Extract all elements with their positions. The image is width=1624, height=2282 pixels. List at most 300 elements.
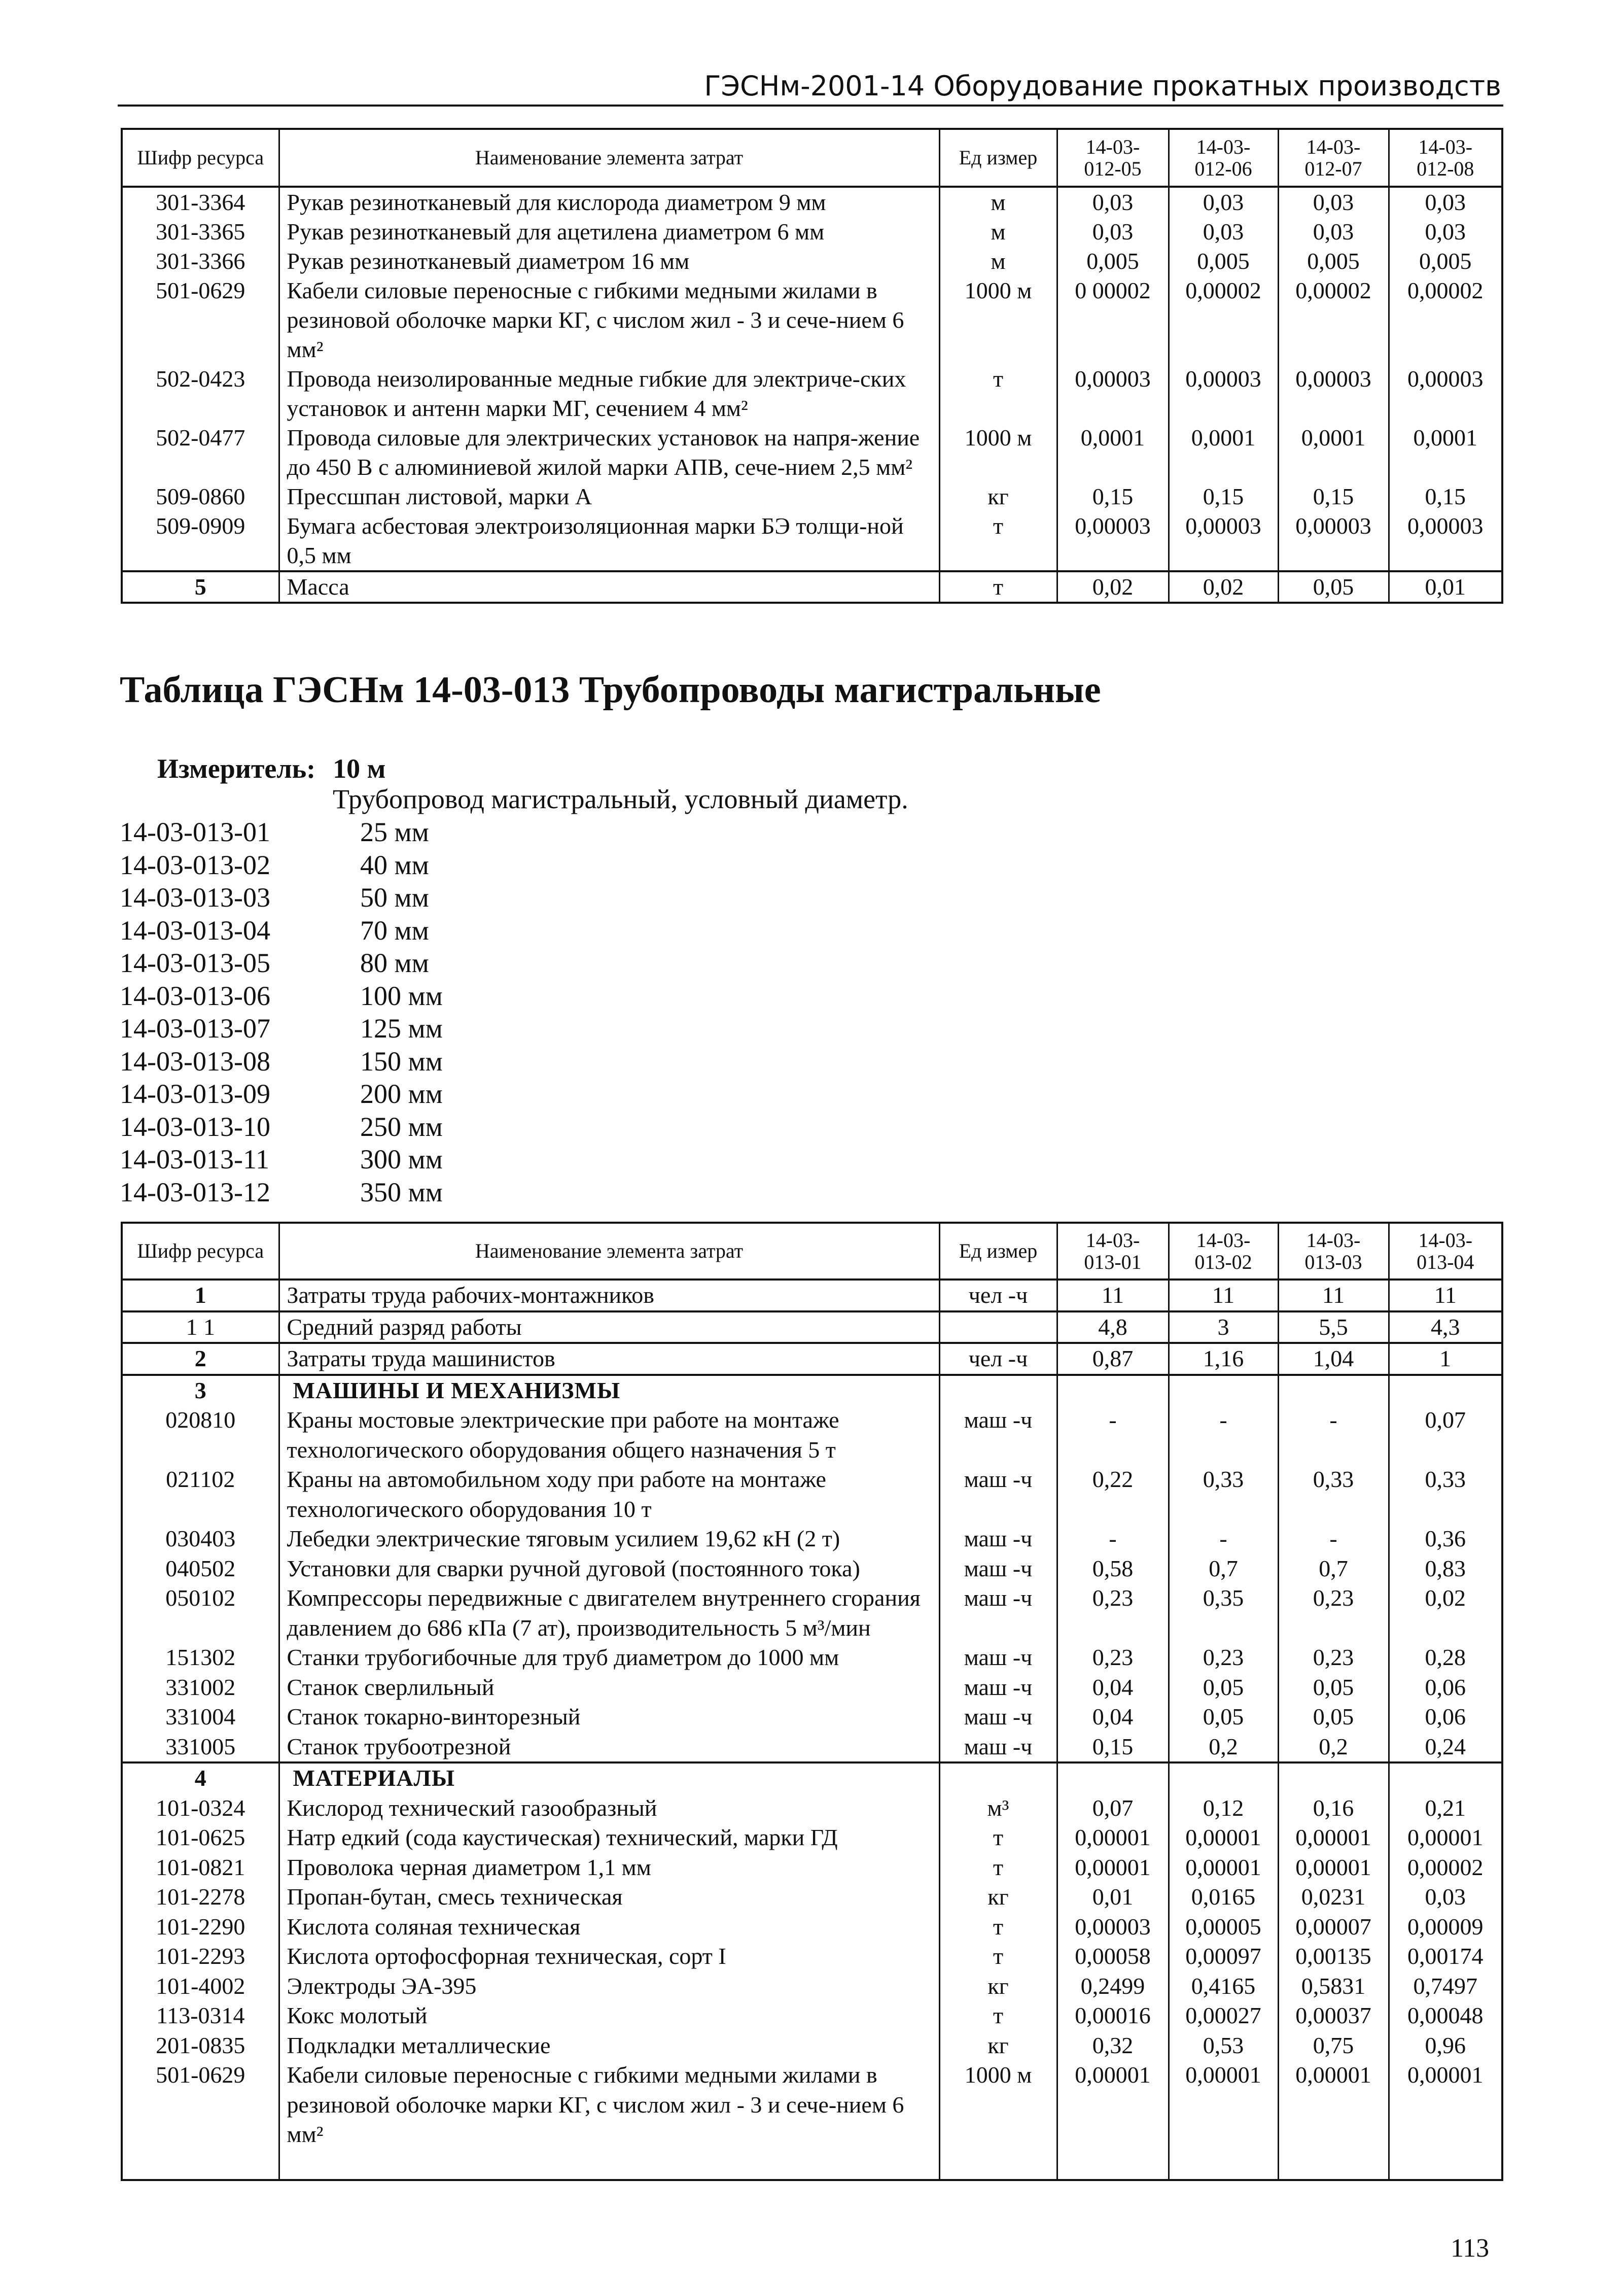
value-cell: 0,16 bbox=[1278, 1793, 1389, 1823]
table-row bbox=[122, 1375, 1502, 1406]
resource-code: 301-3364 bbox=[122, 187, 279, 217]
resource-code: 5 bbox=[122, 571, 279, 603]
value-cell: 5,5 bbox=[1278, 1311, 1389, 1343]
value-cell: 0,02 bbox=[1057, 571, 1169, 603]
list-item bbox=[120, 1143, 443, 1176]
value-cell: 0,22 bbox=[1057, 1465, 1169, 1524]
column-header: 14-03- 012-06 bbox=[1169, 129, 1278, 187]
section-heading: МАТЕРИАЛЫ bbox=[279, 1762, 939, 1793]
value-cell: 11 bbox=[1389, 1280, 1502, 1311]
value-cell: 0,00003 bbox=[1057, 364, 1169, 423]
resource-name: Лебедки электрические тяговым усилием 19,62 кН (2 т) bbox=[279, 1524, 939, 1554]
column-header: Шифр ресурса bbox=[122, 1223, 279, 1280]
value-cell: 0,00001 bbox=[1389, 2060, 1502, 2180]
resource-code: 101-2293 bbox=[122, 1942, 279, 1972]
value-cell: 0,0001 bbox=[1169, 423, 1278, 482]
diameter: 200 мм bbox=[360, 1079, 443, 1109]
table-row bbox=[122, 217, 1502, 247]
resource-code: 101-2278 bbox=[122, 1882, 279, 1912]
value-cell: 0,00003 bbox=[1278, 364, 1389, 423]
value-cell: 0,06 bbox=[1389, 1702, 1502, 1732]
header-rule bbox=[118, 105, 1503, 107]
value-cell: 0,00001 bbox=[1389, 1823, 1502, 1853]
value-cell: 0,05 bbox=[1278, 1702, 1389, 1732]
table-row bbox=[122, 571, 1502, 603]
value-cell: 0,07 bbox=[1389, 1405, 1502, 1465]
resource-table-012 bbox=[121, 128, 1503, 604]
table-row bbox=[122, 2060, 1502, 2180]
unit-cell: чел -ч bbox=[939, 1343, 1057, 1375]
value-cell: 0,0231 bbox=[1278, 1882, 1389, 1912]
resource-name: Проволока черная диаметром 1,1 мм bbox=[279, 1853, 939, 1883]
value-cell: 0,0001 bbox=[1278, 423, 1389, 482]
resource-name: Кислород технический газообразный bbox=[279, 1793, 939, 1823]
value-cell: 0,2 bbox=[1278, 1732, 1389, 1763]
table-row bbox=[122, 1583, 1502, 1643]
column-header: Ед измер bbox=[939, 129, 1057, 187]
table-row bbox=[122, 1343, 1502, 1375]
resource-code: 050102 bbox=[122, 1583, 279, 1643]
resource-code: 151302 bbox=[122, 1643, 279, 1673]
value-cell: 1,04 bbox=[1278, 1343, 1389, 1375]
resource-code: 331005 bbox=[122, 1732, 279, 1763]
value-cell: 0,04 bbox=[1057, 1702, 1169, 1732]
value-cell: 0,00003 bbox=[1169, 364, 1278, 423]
unit-cell: т bbox=[939, 1823, 1057, 1853]
value-cell: 0,32 bbox=[1057, 2031, 1169, 2061]
value-cell: 11 bbox=[1057, 1280, 1169, 1311]
value-cell: 0,03 bbox=[1278, 187, 1389, 217]
value-cell: 0,005 bbox=[1169, 247, 1278, 276]
unit-cell bbox=[939, 1762, 1057, 1793]
value-cell: 0,33 bbox=[1389, 1465, 1502, 1524]
diameter: 70 мм bbox=[360, 915, 429, 946]
unit-cell: т bbox=[939, 511, 1057, 571]
table-row bbox=[122, 1732, 1502, 1763]
value-cell: 0,01 bbox=[1057, 1882, 1169, 1912]
value-cell: - bbox=[1169, 1405, 1278, 1465]
column-header: Наименование элемента затрат bbox=[279, 129, 939, 187]
unit-cell: маш -ч bbox=[939, 1583, 1057, 1643]
value-cell: 0,00002 bbox=[1389, 1853, 1502, 1883]
unit-cell: 1000 м bbox=[939, 2060, 1057, 2180]
resource-code: 509-0909 bbox=[122, 511, 279, 571]
resource-code: 101-4002 bbox=[122, 1972, 279, 2001]
value-cell: 0,00001 bbox=[1057, 2060, 1169, 2180]
list-item bbox=[120, 1012, 443, 1045]
value-cell: 0,00001 bbox=[1057, 1853, 1169, 1883]
table-row bbox=[122, 1942, 1502, 1972]
value-cell: 0,00009 bbox=[1389, 1912, 1502, 1942]
value-cell: 0,04 bbox=[1057, 1673, 1169, 1703]
value-cell: 0,07 bbox=[1057, 1793, 1169, 1823]
unit-cell: т bbox=[939, 2001, 1057, 2031]
meter-label: Измеритель: bbox=[157, 753, 316, 784]
resource-name: Натр едкий (сода каустическая) технический, марки ГД bbox=[279, 1823, 939, 1853]
table-row bbox=[122, 1882, 1502, 1912]
resource-name: Кокс молотый bbox=[279, 2001, 939, 2031]
value-cell: 0,4165 bbox=[1169, 1972, 1278, 2001]
value-cell: 0,87 bbox=[1057, 1343, 1169, 1375]
list-item bbox=[120, 1111, 443, 1144]
value-cell: 0,15 bbox=[1278, 482, 1389, 511]
list-item bbox=[120, 914, 443, 947]
running-header: ГЭСНм-2001-14 Оборудование прокатных производств bbox=[704, 70, 1501, 102]
resource-code: 502-0423 bbox=[122, 364, 279, 423]
unit-cell: м bbox=[939, 217, 1057, 247]
value-cell: 0,02 bbox=[1169, 571, 1278, 603]
resource-name: Рукав резинотканевый для кислорода диаметром 9 мм bbox=[279, 187, 939, 217]
diameter: 40 мм bbox=[360, 849, 429, 880]
value-cell: 0,00005 bbox=[1169, 1912, 1278, 1942]
value-cell: 0,15 bbox=[1169, 482, 1278, 511]
value-cell: 0,00003 bbox=[1057, 511, 1169, 571]
value-cell: 0,7497 bbox=[1389, 1972, 1502, 2001]
table-row bbox=[122, 1524, 1502, 1554]
column-header: 14-03- 013-03 bbox=[1278, 1223, 1389, 1280]
value-cell: - bbox=[1057, 1405, 1169, 1465]
norm-code: 14-03-013-01 bbox=[120, 817, 270, 847]
value-cell: 0,0165 bbox=[1169, 1882, 1278, 1912]
diameter: 50 мм bbox=[360, 882, 429, 913]
table-row bbox=[122, 1465, 1502, 1524]
table-row bbox=[122, 2031, 1502, 2061]
unit-cell: кг bbox=[939, 2031, 1057, 2061]
norm-code: 14-03-013-08 bbox=[120, 1046, 270, 1077]
unit-cell: т bbox=[939, 364, 1057, 423]
value-cell: 0,0001 bbox=[1389, 423, 1502, 482]
resource-code: 101-0324 bbox=[122, 1793, 279, 1823]
value-cell: 0,00003 bbox=[1389, 511, 1502, 571]
value-cell: 0,02 bbox=[1389, 1583, 1502, 1643]
value-cell: 0,03 bbox=[1389, 187, 1502, 217]
unit-cell: кг bbox=[939, 1972, 1057, 2001]
value-cell: 0,03 bbox=[1389, 1882, 1502, 1912]
diameter: 125 мм bbox=[360, 1013, 443, 1044]
column-header: 14-03- 012-08 bbox=[1389, 129, 1502, 187]
unit-cell: маш -ч bbox=[939, 1643, 1057, 1673]
table-row bbox=[122, 1762, 1502, 1793]
value-cell: 0,00001 bbox=[1278, 1853, 1389, 1883]
value-cell: 0,005 bbox=[1057, 247, 1169, 276]
table-row bbox=[122, 1673, 1502, 1703]
resource-code: 113-0314 bbox=[122, 2001, 279, 2031]
unit-cell: м³ bbox=[939, 1793, 1057, 1823]
diameter: 100 мм bbox=[360, 980, 443, 1011]
resource-code: 301-3365 bbox=[122, 217, 279, 247]
value-cell bbox=[1057, 1762, 1169, 1793]
unit-cell bbox=[939, 1311, 1057, 1343]
resource-code: 4 bbox=[122, 1762, 279, 1793]
value-cell: 0,83 bbox=[1389, 1554, 1502, 1584]
resource-name: Бумага асбестовая электроизоляционная марки БЭ толщи-ной 0,5 мм bbox=[279, 511, 939, 571]
resource-name: Станок токарно-винторезный bbox=[279, 1702, 939, 1732]
diameter: 25 мм bbox=[360, 817, 429, 847]
value-cell: 0,23 bbox=[1278, 1583, 1389, 1643]
resource-name: Кабели силовые переносные с гибкими медными жилами в резиновой оболочке марки КГ, с числом жил - 3 и сече-нием 6 мм² bbox=[279, 2060, 939, 2180]
value-cell: 0,00002 bbox=[1389, 276, 1502, 364]
resource-name: Кислота соляная техническая bbox=[279, 1912, 939, 1942]
resource-table-013 bbox=[121, 1222, 1503, 2181]
unit-cell: т bbox=[939, 1912, 1057, 1942]
value-cell: 0,01 bbox=[1389, 571, 1502, 603]
resource-code: 331004 bbox=[122, 1702, 279, 1732]
table-row bbox=[122, 276, 1502, 364]
table-row bbox=[122, 423, 1502, 482]
value-cell: 0,05 bbox=[1169, 1673, 1278, 1703]
meter-value: 10 м bbox=[333, 753, 386, 784]
value-cell bbox=[1169, 1375, 1278, 1406]
value-cell: 0,00001 bbox=[1278, 2060, 1389, 2180]
value-cell: 0,5831 bbox=[1278, 1972, 1389, 2001]
value-cell: 0 00002 bbox=[1057, 276, 1169, 364]
resource-name: Станок сверлильный bbox=[279, 1673, 939, 1703]
value-cell: 0,03 bbox=[1278, 217, 1389, 247]
resource-code: 2 bbox=[122, 1343, 279, 1375]
value-cell: 0,00003 bbox=[1278, 511, 1389, 571]
resource-name: Краны мостовые электрические при работе на монтаже технологического оборудования общего назначения 5 т bbox=[279, 1405, 939, 1465]
value-cell: 0,15 bbox=[1389, 482, 1502, 511]
column-header: Ед измер bbox=[939, 1223, 1057, 1280]
list-item bbox=[120, 1045, 443, 1078]
value-cell: 0,00001 bbox=[1169, 1853, 1278, 1883]
unit-cell: маш -ч bbox=[939, 1702, 1057, 1732]
column-header: Наименование элемента затрат bbox=[279, 1223, 939, 1280]
value-cell: 0,00058 bbox=[1057, 1942, 1169, 1972]
table-row bbox=[122, 1405, 1502, 1465]
resource-code: 331002 bbox=[122, 1673, 279, 1703]
value-cell: - bbox=[1278, 1524, 1389, 1554]
value-cell: 0,23 bbox=[1057, 1643, 1169, 1673]
resource-code: 040502 bbox=[122, 1554, 279, 1584]
resource-code: 509-0860 bbox=[122, 482, 279, 511]
unit-cell: маш -ч bbox=[939, 1732, 1057, 1763]
table-row bbox=[122, 2001, 1502, 2031]
table-row bbox=[122, 1972, 1502, 2001]
resource-name: Затраты труда машинистов bbox=[279, 1343, 939, 1375]
value-cell: 0,00001 bbox=[1278, 1823, 1389, 1853]
value-cell: 1 bbox=[1389, 1343, 1502, 1375]
value-cell: 4,8 bbox=[1057, 1311, 1169, 1343]
table-row bbox=[122, 1912, 1502, 1942]
resource-name: Краны на автомобильном ходу при работе на монтаже технологического оборудования 10 т bbox=[279, 1465, 939, 1524]
resource-name: Кислота ортофосфорная техническая, сорт I bbox=[279, 1942, 939, 1972]
diameter: 150 мм bbox=[360, 1046, 443, 1077]
unit-cell: м bbox=[939, 247, 1057, 276]
resource-code: 501-0629 bbox=[122, 276, 279, 364]
value-cell: 0,96 bbox=[1389, 2031, 1502, 2061]
unit-cell bbox=[939, 1375, 1057, 1406]
value-cell: 0,53 bbox=[1169, 2031, 1278, 2061]
value-cell: - bbox=[1169, 1524, 1278, 1554]
resource-code: 501-0629 bbox=[122, 2060, 279, 2180]
value-cell: 0,00037 bbox=[1278, 2001, 1389, 2031]
unit-cell: 1000 м bbox=[939, 423, 1057, 482]
list-item bbox=[120, 881, 443, 914]
value-cell: 0,00001 bbox=[1169, 1823, 1278, 1853]
table-row bbox=[122, 247, 1502, 276]
norm-code: 14-03-013-03 bbox=[120, 882, 270, 913]
unit-cell: т bbox=[939, 571, 1057, 603]
value-cell: 0,23 bbox=[1278, 1643, 1389, 1673]
value-cell: 11 bbox=[1278, 1280, 1389, 1311]
unit-cell: маш -ч bbox=[939, 1524, 1057, 1554]
table-row bbox=[122, 1643, 1502, 1673]
unit-cell: маш -ч bbox=[939, 1465, 1057, 1524]
table-row bbox=[122, 1853, 1502, 1883]
list-item bbox=[120, 947, 443, 980]
work-description: Трубопровод магистральный, условный диаметр. bbox=[333, 784, 908, 814]
column-header: 14-03- 013-01 bbox=[1057, 1223, 1169, 1280]
value-cell: 0,12 bbox=[1169, 1793, 1278, 1823]
unit-cell: чел -ч bbox=[939, 1280, 1057, 1311]
resource-name: Рукав резинотканевый диаметром 16 мм bbox=[279, 247, 939, 276]
resource-name: Компрессоры передвижные с двигателем внутреннего сгорания давлением до 686 кПа (7 ат), производительность 5 м³/мин bbox=[279, 1583, 939, 1643]
resource-name: Подкладки металлические bbox=[279, 2031, 939, 2061]
value-cell: 3 bbox=[1169, 1311, 1278, 1343]
unit-cell: маш -ч bbox=[939, 1405, 1057, 1465]
unit-cell: т bbox=[939, 1853, 1057, 1883]
norm-code: 14-03-013-09 bbox=[120, 1079, 270, 1109]
value-cell: 0,00048 bbox=[1389, 2001, 1502, 2031]
value-cell: 0,58 bbox=[1057, 1554, 1169, 1584]
value-cell: 0,00002 bbox=[1169, 276, 1278, 364]
norm-code: 14-03-013-07 bbox=[120, 1013, 270, 1044]
value-cell: 0,23 bbox=[1169, 1643, 1278, 1673]
norm-code: 14-03-013-05 bbox=[120, 948, 270, 978]
unit-cell: маш -ч bbox=[939, 1554, 1057, 1584]
resource-name: Кабели силовые переносные с гибкими медными жилами в резиновой оболочке марки КГ, с числом жил - 3 и сече-нием 6 мм² bbox=[279, 276, 939, 364]
resource-code: 101-2290 bbox=[122, 1912, 279, 1942]
resource-name: Затраты труда рабочих-монтажников bbox=[279, 1280, 939, 1311]
value-cell: 0,06 bbox=[1389, 1673, 1502, 1703]
value-cell bbox=[1169, 1762, 1278, 1793]
norm-code: 14-03-013-06 bbox=[120, 980, 270, 1011]
table-row bbox=[122, 482, 1502, 511]
value-cell: 0,28 bbox=[1389, 1643, 1502, 1673]
meter-line bbox=[157, 753, 385, 784]
value-cell: 0,00003 bbox=[1169, 511, 1278, 571]
page-number: 113 bbox=[1451, 2234, 1490, 2263]
value-cell: 11 bbox=[1169, 1280, 1278, 1311]
value-cell: 0,03 bbox=[1169, 217, 1278, 247]
unit-cell: т bbox=[939, 1942, 1057, 1972]
value-cell: 0,7 bbox=[1278, 1554, 1389, 1584]
value-cell: 0,00003 bbox=[1389, 364, 1502, 423]
resource-code: 1 bbox=[122, 1280, 279, 1311]
table-row bbox=[122, 511, 1502, 571]
value-cell: 0,005 bbox=[1389, 247, 1502, 276]
value-cell: 0,35 bbox=[1169, 1583, 1278, 1643]
list-item bbox=[120, 1176, 443, 1209]
diameter: 300 мм bbox=[360, 1144, 443, 1174]
value-cell: 0,05 bbox=[1169, 1702, 1278, 1732]
unit-cell: кг bbox=[939, 1882, 1057, 1912]
value-cell bbox=[1057, 1375, 1169, 1406]
resource-name: Масса bbox=[279, 571, 939, 603]
table-row bbox=[122, 1280, 1502, 1311]
value-cell: 0,2 bbox=[1169, 1732, 1278, 1763]
value-cell: 0,2499 bbox=[1057, 1972, 1169, 2001]
value-cell: 0,75 bbox=[1278, 2031, 1389, 2061]
value-cell: 0,15 bbox=[1057, 482, 1169, 511]
value-cell: 0,05 bbox=[1278, 1673, 1389, 1703]
column-header: 14-03- 012-05 bbox=[1057, 129, 1169, 187]
resource-name: Установки для сварки ручной дуговой (постоянного тока) bbox=[279, 1554, 939, 1584]
column-header: 14-03- 012-07 bbox=[1278, 129, 1389, 187]
value-cell: - bbox=[1057, 1524, 1169, 1554]
value-cell: 0,36 bbox=[1389, 1524, 1502, 1554]
section-heading: МАШИНЫ И МЕХАНИЗМЫ bbox=[279, 1375, 939, 1406]
value-cell: 0,00097 bbox=[1169, 1942, 1278, 1972]
resource-code: 1 1 bbox=[122, 1311, 279, 1343]
norm-code: 14-03-013-02 bbox=[120, 849, 270, 880]
list-item bbox=[120, 980, 443, 1013]
value-cell: 0,00003 bbox=[1057, 1912, 1169, 1942]
table-row bbox=[122, 1554, 1502, 1584]
value-cell: 0,05 bbox=[1278, 571, 1389, 603]
norm-code: 14-03-013-04 bbox=[120, 915, 270, 946]
list-item bbox=[120, 849, 443, 882]
unit-cell: 1000 м bbox=[939, 276, 1057, 364]
value-cell bbox=[1389, 1762, 1502, 1793]
value-cell: 0,15 bbox=[1057, 1732, 1169, 1763]
value-cell: 0,03 bbox=[1389, 217, 1502, 247]
resource-name: Средний разряд работы bbox=[279, 1311, 939, 1343]
norm-code: 14-03-013-10 bbox=[120, 1111, 270, 1142]
value-cell: 0,00002 bbox=[1278, 276, 1389, 364]
resource-name: Прессшпан листовой, марки А bbox=[279, 482, 939, 511]
resource-code: 502-0477 bbox=[122, 423, 279, 482]
diameter: 80 мм bbox=[360, 948, 429, 978]
value-cell bbox=[1278, 1762, 1389, 1793]
table-title: Таблица ГЭСНм 14-03-013 Трубопроводы магистральные bbox=[120, 669, 1101, 711]
column-header: Шифр ресурса bbox=[122, 129, 279, 187]
resource-code: 3 bbox=[122, 1375, 279, 1406]
diameter: 350 мм bbox=[360, 1177, 443, 1207]
list-item bbox=[120, 1078, 443, 1111]
unit-cell: м bbox=[939, 187, 1057, 217]
value-cell: 0,005 bbox=[1278, 247, 1389, 276]
resource-code: 201-0835 bbox=[122, 2031, 279, 2061]
value-cell: 0,24 bbox=[1389, 1732, 1502, 1763]
value-cell: - bbox=[1278, 1405, 1389, 1465]
norm-code: 14-03-013-11 bbox=[120, 1144, 269, 1174]
resource-name: Рукав резинотканевый для ацетилена диаметром 6 мм bbox=[279, 217, 939, 247]
resource-code: 020810 bbox=[122, 1405, 279, 1465]
value-cell: 0,21 bbox=[1389, 1793, 1502, 1823]
value-cell: 0,7 bbox=[1169, 1554, 1278, 1584]
table-row bbox=[122, 1311, 1502, 1343]
value-cell: 0,03 bbox=[1057, 217, 1169, 247]
table-row bbox=[122, 364, 1502, 423]
resource-code: 101-0821 bbox=[122, 1853, 279, 1883]
resource-code: 030403 bbox=[122, 1524, 279, 1554]
value-cell: 1,16 bbox=[1169, 1343, 1278, 1375]
value-cell: 0,00001 bbox=[1057, 1823, 1169, 1853]
resource-name: Провода неизолированные медные гибкие для электриче-ских установок и антенн марки МГ, сечением 4 мм² bbox=[279, 364, 939, 423]
table-row bbox=[122, 1793, 1502, 1823]
value-cell: 0,00027 bbox=[1169, 2001, 1278, 2031]
diameter: 250 мм bbox=[360, 1111, 443, 1142]
resource-name: Пропан-бутан, смесь техническая bbox=[279, 1882, 939, 1912]
value-cell bbox=[1389, 1375, 1502, 1406]
code-list bbox=[120, 816, 443, 1208]
value-cell: 4,3 bbox=[1389, 1311, 1502, 1343]
value-cell: 0,00135 bbox=[1278, 1942, 1389, 1972]
value-cell: 0,33 bbox=[1169, 1465, 1278, 1524]
value-cell: 0,00174 bbox=[1389, 1942, 1502, 1972]
